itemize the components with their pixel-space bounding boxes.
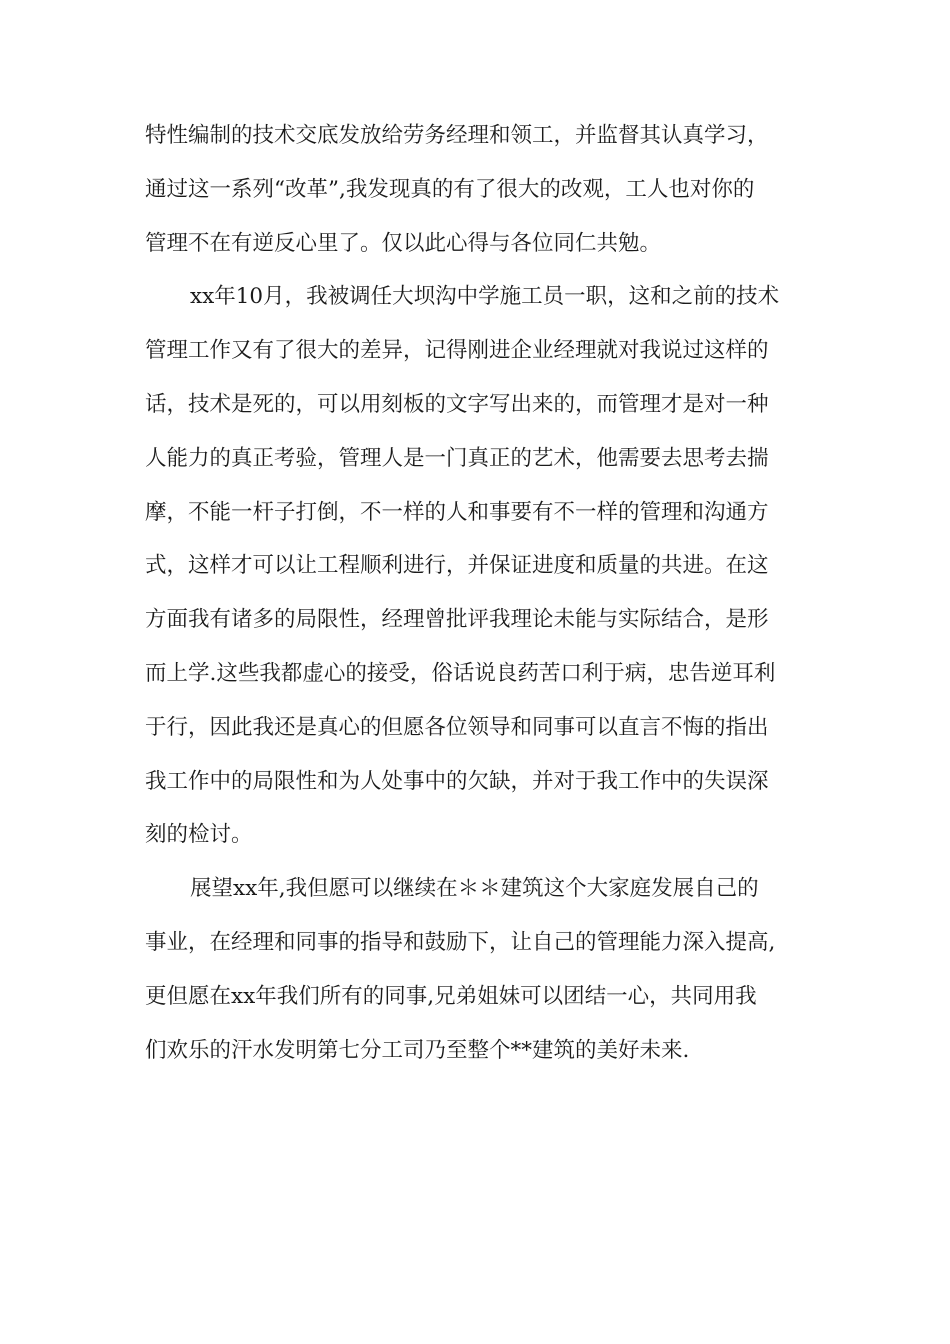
paragraph-1: [145, 109, 810, 270]
paragraph-2: [145, 270, 810, 862]
text-line: 式，这样才可以让工程顺利进行，并保证进度和质量的共进。在这: [145, 553, 769, 579]
text-line: 通过这一系列“改革”,我发现真的有了很大的改观，工人也对你的: [145, 176, 755, 202]
text-line: xx年10月，我被调任大坝沟中学施工员一职，这和之前的技术: [190, 284, 780, 310]
text-line: 特性编制的技术交底发放给劳务经理和领工，并监督其认真学习，: [145, 123, 769, 148]
text-line: 人能力的真正考验，管理人是一门真正的艺术，他需要去思考去揣: [145, 445, 769, 471]
text-line: 摩，不能一杆子打倒，不一样的人和事要有不一样的管理和沟通方: [145, 499, 769, 525]
text-line: 更但愿在xx年我们所有的同事,兄弟姐妹可以团结一心，共同用我: [145, 983, 757, 1009]
text-line: 展望xx年,我但愿可以继续在＊＊建筑这个大家庭发展自己的: [190, 876, 759, 902]
text-line: 事业，在经理和同事的指导和鼓励下，让自己的管理能力深入提高,: [145, 929, 776, 955]
text-line: 们欢乐的汗水发明第七分工司乃至整个**建筑的美好未来.: [145, 1037, 690, 1063]
text-line: 于行，因此我还是真心的但愿各位领导和同事可以直言不悔的指出: [145, 714, 769, 740]
text-line: 方面我有诸多的局限性，经理曾批评我理论未能与实际结合，是形: [145, 607, 769, 633]
text-line: 刻的检讨。: [145, 822, 253, 848]
paragraph-3: [145, 862, 810, 1077]
text-line: 话，技术是死的，可以用刻板的文字写出来的，而管理才是对一种: [145, 391, 769, 417]
text-line: 我工作中的局限性和为人处事中的欠缺，并对于我工作中的失误深: [145, 768, 769, 794]
text-line: 管理不在有逆反心里了。仅以此心得与各位同仁共勉。: [145, 230, 662, 256]
document-body: [145, 109, 810, 1077]
text-line: 管理工作又有了很大的差异，记得刚进企业经理就对我说过这样的: [145, 338, 769, 364]
text-line: 而上学.这些我都虚心的接受，俗话说良药苦口利于病，忠告逆耳利: [145, 660, 776, 686]
